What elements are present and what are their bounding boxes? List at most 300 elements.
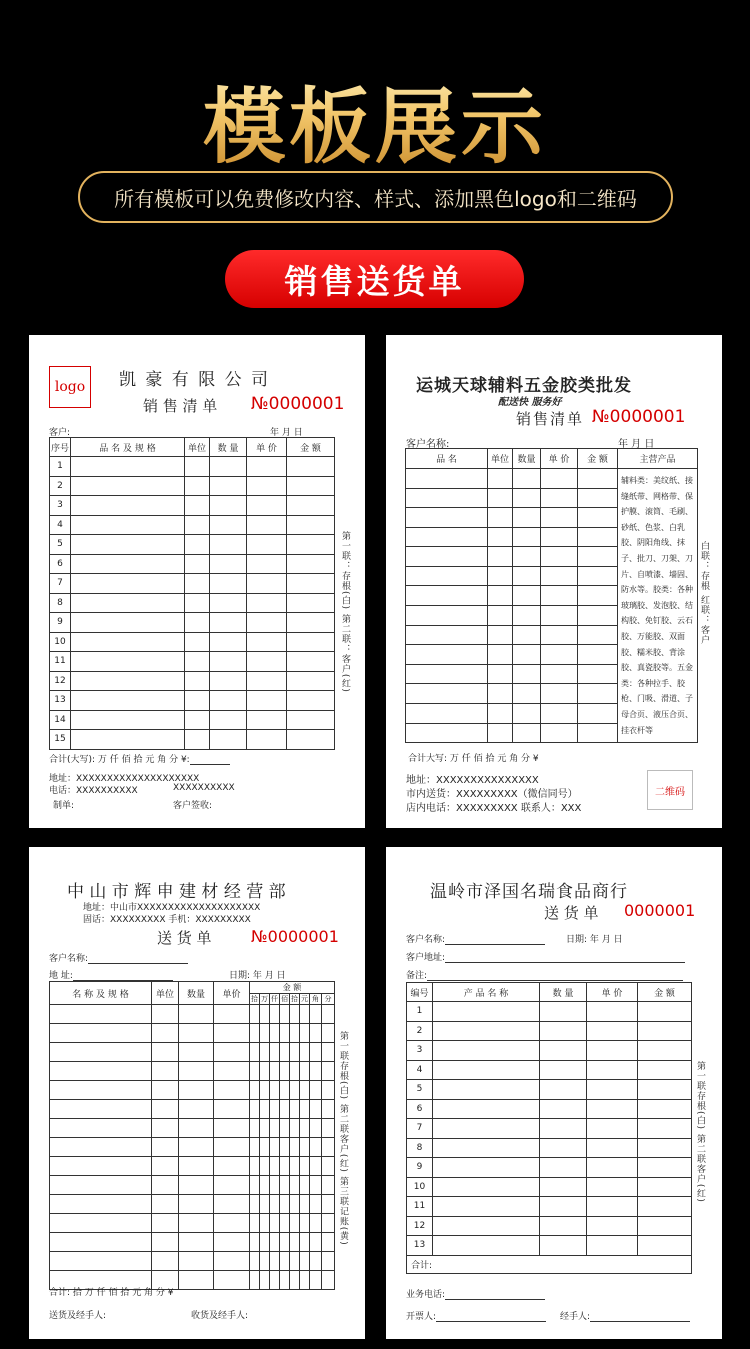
table-cell[interactable] (300, 1005, 310, 1024)
table-cell[interactable] (185, 613, 210, 633)
table-cell[interactable] (638, 1236, 692, 1256)
table-cell[interactable] (287, 574, 335, 594)
table-cell[interactable] (488, 645, 513, 665)
table-cell[interactable] (578, 723, 618, 743)
table-cell[interactable] (185, 652, 210, 672)
table-cell[interactable] (578, 508, 618, 528)
table-cell[interactable] (210, 652, 247, 672)
table-cell[interactable] (541, 488, 578, 508)
table-cell[interactable] (185, 593, 210, 613)
table-cell[interactable] (433, 1021, 540, 1041)
table-cell[interactable] (290, 1176, 300, 1195)
table-cell[interactable] (270, 1024, 280, 1043)
table-cell[interactable] (290, 1119, 300, 1138)
table-cell[interactable] (152, 1195, 179, 1214)
table-cell[interactable] (587, 1138, 638, 1158)
table-cell[interactable] (541, 586, 578, 606)
table-cell[interactable] (247, 710, 287, 730)
table-cell[interactable] (152, 1252, 179, 1271)
table-cell[interactable] (210, 593, 247, 613)
table-cell[interactable] (406, 645, 488, 665)
table-cell[interactable] (179, 1043, 214, 1062)
table-cell[interactable] (300, 1195, 310, 1214)
table-cell[interactable] (152, 1176, 179, 1195)
table-cell[interactable] (433, 1216, 540, 1236)
table-cell[interactable] (488, 703, 513, 723)
table-cell[interactable] (488, 566, 513, 586)
table-cell[interactable] (578, 606, 618, 626)
table-cell[interactable] (513, 723, 541, 743)
table-cell[interactable] (513, 469, 541, 489)
table-cell[interactable] (247, 613, 287, 633)
table-cell[interactable] (270, 1062, 280, 1081)
table-cell[interactable] (587, 1099, 638, 1119)
table-cell[interactable] (513, 625, 541, 645)
table-cell[interactable] (541, 469, 578, 489)
table-cell[interactable] (310, 1157, 322, 1176)
table-cell[interactable] (185, 476, 210, 496)
table-cell[interactable] (290, 1157, 300, 1176)
table-cell[interactable] (280, 1214, 290, 1233)
table-cell[interactable] (513, 703, 541, 723)
table-cell[interactable] (587, 1021, 638, 1041)
table-cell[interactable] (587, 1002, 638, 1022)
table-cell[interactable] (310, 1062, 322, 1081)
table-cell[interactable] (185, 515, 210, 535)
table-cell[interactable] (513, 645, 541, 665)
table-cell[interactable] (179, 1138, 214, 1157)
table-cell[interactable] (578, 664, 618, 684)
table-cell[interactable] (406, 547, 488, 567)
table-cell[interactable] (310, 1271, 322, 1290)
table-cell[interactable] (71, 613, 185, 633)
table-cell[interactable] (433, 1060, 540, 1080)
table-cell[interactable] (250, 1138, 260, 1157)
table-cell[interactable] (185, 535, 210, 555)
table-cell[interactable] (214, 1214, 250, 1233)
table-cell[interactable] (250, 1100, 260, 1119)
table-cell[interactable] (250, 1214, 260, 1233)
table-cell[interactable] (214, 1157, 250, 1176)
table-cell[interactable] (540, 1197, 587, 1217)
table-cell[interactable] (578, 703, 618, 723)
table-cell[interactable] (250, 1271, 260, 1290)
table-cell[interactable] (214, 1176, 250, 1195)
table-cell[interactable] (179, 1119, 214, 1138)
table-cell[interactable] (280, 1271, 290, 1290)
table-cell[interactable] (322, 1252, 335, 1271)
table-cell[interactable] (287, 632, 335, 652)
table-cell[interactable] (71, 496, 185, 516)
table-cell[interactable] (300, 1043, 310, 1062)
table-cell[interactable] (210, 613, 247, 633)
table-cell[interactable] (260, 1195, 270, 1214)
table-cell[interactable] (290, 1195, 300, 1214)
table-cell[interactable] (322, 1214, 335, 1233)
table-cell[interactable] (638, 1197, 692, 1217)
table-cell[interactable] (322, 1024, 335, 1043)
table-cell[interactable] (488, 508, 513, 528)
table-cell[interactable] (310, 1233, 322, 1252)
table-cell[interactable] (210, 691, 247, 711)
table-cell[interactable] (638, 1177, 692, 1197)
table-cell[interactable] (71, 457, 185, 477)
table-cell[interactable] (300, 1138, 310, 1157)
table-cell[interactable] (488, 586, 513, 606)
table-cell[interactable] (179, 1100, 214, 1119)
table-cell[interactable] (406, 664, 488, 684)
table-cell[interactable] (322, 1119, 335, 1138)
table-cell[interactable] (250, 1195, 260, 1214)
table-cell[interactable] (488, 625, 513, 645)
table-cell[interactable] (587, 1041, 638, 1061)
table-cell[interactable] (71, 671, 185, 691)
table-cell[interactable] (214, 1195, 250, 1214)
table-cell[interactable] (513, 527, 541, 547)
table-cell[interactable] (300, 1024, 310, 1043)
table-cell[interactable] (50, 1214, 152, 1233)
table-cell[interactable] (185, 496, 210, 516)
table-cell[interactable] (290, 1043, 300, 1062)
table-cell[interactable] (260, 1214, 270, 1233)
table-cell[interactable] (322, 1062, 335, 1081)
table-cell[interactable] (290, 1005, 300, 1024)
table-cell[interactable] (578, 469, 618, 489)
table-cell[interactable] (280, 1195, 290, 1214)
table-cell[interactable] (638, 1041, 692, 1061)
table-cell[interactable] (513, 606, 541, 626)
table-cell[interactable] (270, 1100, 280, 1119)
table-cell[interactable] (540, 1177, 587, 1197)
table-cell[interactable] (578, 527, 618, 547)
table-cell[interactable] (214, 1024, 250, 1043)
table-cell[interactable] (179, 1214, 214, 1233)
table-cell[interactable] (71, 476, 185, 496)
table-cell[interactable] (488, 723, 513, 743)
table-cell[interactable] (71, 632, 185, 652)
table-cell[interactable] (578, 645, 618, 665)
table-cell[interactable] (578, 684, 618, 704)
table-cell[interactable] (433, 1158, 540, 1178)
table-cell[interactable] (310, 1081, 322, 1100)
table-cell[interactable] (540, 1021, 587, 1041)
table-cell[interactable] (287, 535, 335, 555)
table-cell[interactable] (433, 1099, 540, 1119)
table-cell[interactable] (152, 1214, 179, 1233)
table-cell[interactable] (185, 671, 210, 691)
table-cell[interactable] (433, 1119, 540, 1139)
table-cell[interactable] (300, 1081, 310, 1100)
table-cell[interactable] (50, 1252, 152, 1271)
template-card-2[interactable] (386, 335, 722, 828)
table-cell[interactable] (310, 1195, 322, 1214)
table-cell[interactable] (287, 710, 335, 730)
table-cell[interactable] (310, 1024, 322, 1043)
table-cell[interactable] (541, 645, 578, 665)
table-cell[interactable] (290, 1024, 300, 1043)
table-cell[interactable] (152, 1043, 179, 1062)
table-cell[interactable] (638, 1080, 692, 1100)
table-cell[interactable] (578, 547, 618, 567)
table-cell[interactable] (185, 730, 210, 750)
table-cell[interactable] (513, 684, 541, 704)
table-cell[interactable] (290, 1062, 300, 1081)
table-cell[interactable] (247, 593, 287, 613)
table-cell[interactable] (406, 488, 488, 508)
table-cell[interactable] (210, 476, 247, 496)
table-cell[interactable] (214, 1233, 250, 1252)
table-cell[interactable] (540, 1002, 587, 1022)
table-cell[interactable] (541, 625, 578, 645)
table-cell[interactable] (587, 1197, 638, 1217)
table-cell[interactable] (638, 1158, 692, 1178)
table-cell[interactable] (247, 554, 287, 574)
table-cell[interactable] (280, 1081, 290, 1100)
table-cell[interactable] (578, 586, 618, 606)
table-cell[interactable] (210, 515, 247, 535)
table-cell[interactable] (270, 1214, 280, 1233)
table-cell[interactable] (250, 1024, 260, 1043)
table-cell[interactable] (300, 1157, 310, 1176)
table-cell[interactable] (250, 1005, 260, 1024)
table-cell[interactable] (300, 1233, 310, 1252)
table-cell[interactable] (287, 476, 335, 496)
table-cell[interactable] (250, 1062, 260, 1081)
table-cell[interactable] (280, 1252, 290, 1271)
table-cell[interactable] (210, 730, 247, 750)
table-cell[interactable] (290, 1214, 300, 1233)
table-cell[interactable] (247, 496, 287, 516)
table-cell[interactable] (71, 730, 185, 750)
table-cell[interactable] (322, 1195, 335, 1214)
table-cell[interactable] (280, 1157, 290, 1176)
table-cell[interactable] (50, 1100, 152, 1119)
table-cell[interactable] (587, 1216, 638, 1236)
table-cell[interactable] (433, 1041, 540, 1061)
table-cell[interactable] (280, 1233, 290, 1252)
table-cell[interactable] (587, 1236, 638, 1256)
table-cell[interactable] (310, 1138, 322, 1157)
table-cell[interactable] (540, 1080, 587, 1100)
table-cell[interactable] (541, 723, 578, 743)
table-cell[interactable] (578, 625, 618, 645)
table-cell[interactable] (540, 1060, 587, 1080)
table-cell[interactable] (587, 1158, 638, 1178)
table-cell[interactable] (638, 1060, 692, 1080)
table-cell[interactable] (270, 1252, 280, 1271)
table-cell[interactable] (260, 1024, 270, 1043)
table-cell[interactable] (247, 515, 287, 535)
table-cell[interactable] (322, 1043, 335, 1062)
table-cell[interactable] (185, 457, 210, 477)
table-cell[interactable] (488, 469, 513, 489)
table-cell[interactable] (214, 1271, 250, 1290)
table-cell[interactable] (287, 515, 335, 535)
table-cell[interactable] (540, 1158, 587, 1178)
template-card-1[interactable] (29, 335, 365, 828)
table-cell[interactable] (287, 671, 335, 691)
table-cell[interactable] (71, 515, 185, 535)
table-cell[interactable] (488, 527, 513, 547)
table-cell[interactable] (513, 586, 541, 606)
table-cell[interactable] (322, 1233, 335, 1252)
table-cell[interactable] (322, 1271, 335, 1290)
table-cell[interactable] (185, 554, 210, 574)
table-cell[interactable] (488, 606, 513, 626)
table-cell[interactable] (270, 1157, 280, 1176)
table-cell[interactable] (179, 1024, 214, 1043)
table-cell[interactable] (540, 1138, 587, 1158)
table-cell[interactable] (638, 1119, 692, 1139)
table-cell[interactable] (513, 664, 541, 684)
table-cell[interactable] (433, 1080, 540, 1100)
table-cell[interactable] (250, 1119, 260, 1138)
table-cell[interactable] (310, 1252, 322, 1271)
table-cell[interactable] (541, 606, 578, 626)
table-cell[interactable] (433, 1002, 540, 1022)
table-cell[interactable] (406, 527, 488, 547)
table-cell[interactable] (270, 1233, 280, 1252)
table-cell[interactable] (152, 1233, 179, 1252)
table-cell[interactable] (247, 476, 287, 496)
table-cell[interactable] (260, 1081, 270, 1100)
table-cell[interactable] (71, 691, 185, 711)
table-cell[interactable] (406, 723, 488, 743)
table-cell[interactable] (50, 1005, 152, 1024)
table-cell[interactable] (287, 554, 335, 574)
template-card-3[interactable] (29, 847, 365, 1339)
table-cell[interactable] (541, 664, 578, 684)
table-cell[interactable] (50, 1157, 152, 1176)
table-cell[interactable] (540, 1216, 587, 1236)
table-cell[interactable] (300, 1252, 310, 1271)
table-cell[interactable] (179, 1081, 214, 1100)
table-cell[interactable] (260, 1138, 270, 1157)
table-cell[interactable] (310, 1043, 322, 1062)
table-cell[interactable] (406, 469, 488, 489)
table-cell[interactable] (214, 1138, 250, 1157)
table-cell[interactable] (260, 1119, 270, 1138)
table-cell[interactable] (322, 1138, 335, 1157)
table-cell[interactable] (287, 730, 335, 750)
table-cell[interactable] (322, 1176, 335, 1195)
table-cell[interactable] (185, 632, 210, 652)
table-cell[interactable] (280, 1119, 290, 1138)
table-cell[interactable] (71, 710, 185, 730)
table-cell[interactable] (260, 1233, 270, 1252)
table-cell[interactable] (250, 1081, 260, 1100)
table-cell[interactable] (280, 1024, 290, 1043)
table-cell[interactable] (50, 1195, 152, 1214)
table-cell[interactable] (179, 1195, 214, 1214)
table-cell[interactable] (540, 1041, 587, 1061)
table-cell[interactable] (214, 1252, 250, 1271)
table-cell[interactable] (433, 1197, 540, 1217)
table-cell[interactable] (260, 1062, 270, 1081)
table-cell[interactable] (71, 593, 185, 613)
table-cell[interactable] (541, 547, 578, 567)
table-cell[interactable] (488, 684, 513, 704)
table-cell[interactable] (260, 1043, 270, 1062)
table-cell[interactable] (214, 1081, 250, 1100)
table-cell[interactable] (185, 691, 210, 711)
table-cell[interactable] (210, 554, 247, 574)
table-cell[interactable] (50, 1062, 152, 1081)
table-cell[interactable] (322, 1081, 335, 1100)
table-cell[interactable] (638, 1002, 692, 1022)
table-cell[interactable] (179, 1176, 214, 1195)
table-cell[interactable] (71, 535, 185, 555)
table-cell[interactable] (300, 1062, 310, 1081)
table-cell[interactable] (541, 527, 578, 547)
table-cell[interactable] (270, 1138, 280, 1157)
table-cell[interactable] (287, 457, 335, 477)
table-cell[interactable] (214, 1005, 250, 1024)
table-cell[interactable] (300, 1119, 310, 1138)
table-cell[interactable] (406, 625, 488, 645)
table-cell[interactable] (280, 1005, 290, 1024)
table-cell[interactable] (152, 1100, 179, 1119)
table-cell[interactable] (280, 1138, 290, 1157)
table-cell[interactable] (270, 1005, 280, 1024)
table-cell[interactable] (50, 1043, 152, 1062)
table-cell[interactable] (50, 1233, 152, 1252)
table-cell[interactable] (406, 684, 488, 704)
table-cell[interactable] (71, 574, 185, 594)
table-cell[interactable] (300, 1176, 310, 1195)
table-cell[interactable] (587, 1119, 638, 1139)
table-cell[interactable] (300, 1271, 310, 1290)
table-cell[interactable] (541, 684, 578, 704)
template-card-4[interactable] (386, 847, 722, 1339)
table-cell[interactable] (310, 1119, 322, 1138)
table-cell[interactable] (179, 1005, 214, 1024)
table-cell[interactable] (210, 457, 247, 477)
table-cell[interactable] (260, 1100, 270, 1119)
table-cell[interactable] (214, 1043, 250, 1062)
table-cell[interactable] (247, 632, 287, 652)
table-cell[interactable] (280, 1176, 290, 1195)
table-cell[interactable] (433, 1236, 540, 1256)
table-cell[interactable] (406, 508, 488, 528)
table-cell[interactable] (50, 1176, 152, 1195)
table-cell[interactable] (179, 1233, 214, 1252)
table-cell[interactable] (541, 566, 578, 586)
table-cell[interactable] (290, 1252, 300, 1271)
table-cell[interactable] (270, 1081, 280, 1100)
table-cell[interactable] (210, 632, 247, 652)
table-cell[interactable] (638, 1216, 692, 1236)
table-cell[interactable] (513, 566, 541, 586)
table-cell[interactable] (638, 1099, 692, 1119)
table-cell[interactable] (270, 1119, 280, 1138)
table-cell[interactable] (152, 1024, 179, 1043)
table-cell[interactable] (488, 488, 513, 508)
table-cell[interactable] (250, 1176, 260, 1195)
table-cell[interactable] (290, 1138, 300, 1157)
table-cell[interactable] (250, 1043, 260, 1062)
table-cell[interactable] (179, 1252, 214, 1271)
table-cell[interactable] (287, 593, 335, 613)
table-cell[interactable] (185, 710, 210, 730)
table-cell[interactable] (587, 1060, 638, 1080)
table-cell[interactable] (513, 488, 541, 508)
table-cell[interactable] (50, 1119, 152, 1138)
table-cell[interactable] (179, 1271, 214, 1290)
table-cell[interactable] (50, 1138, 152, 1157)
table-cell[interactable] (513, 508, 541, 528)
table-cell[interactable] (247, 730, 287, 750)
